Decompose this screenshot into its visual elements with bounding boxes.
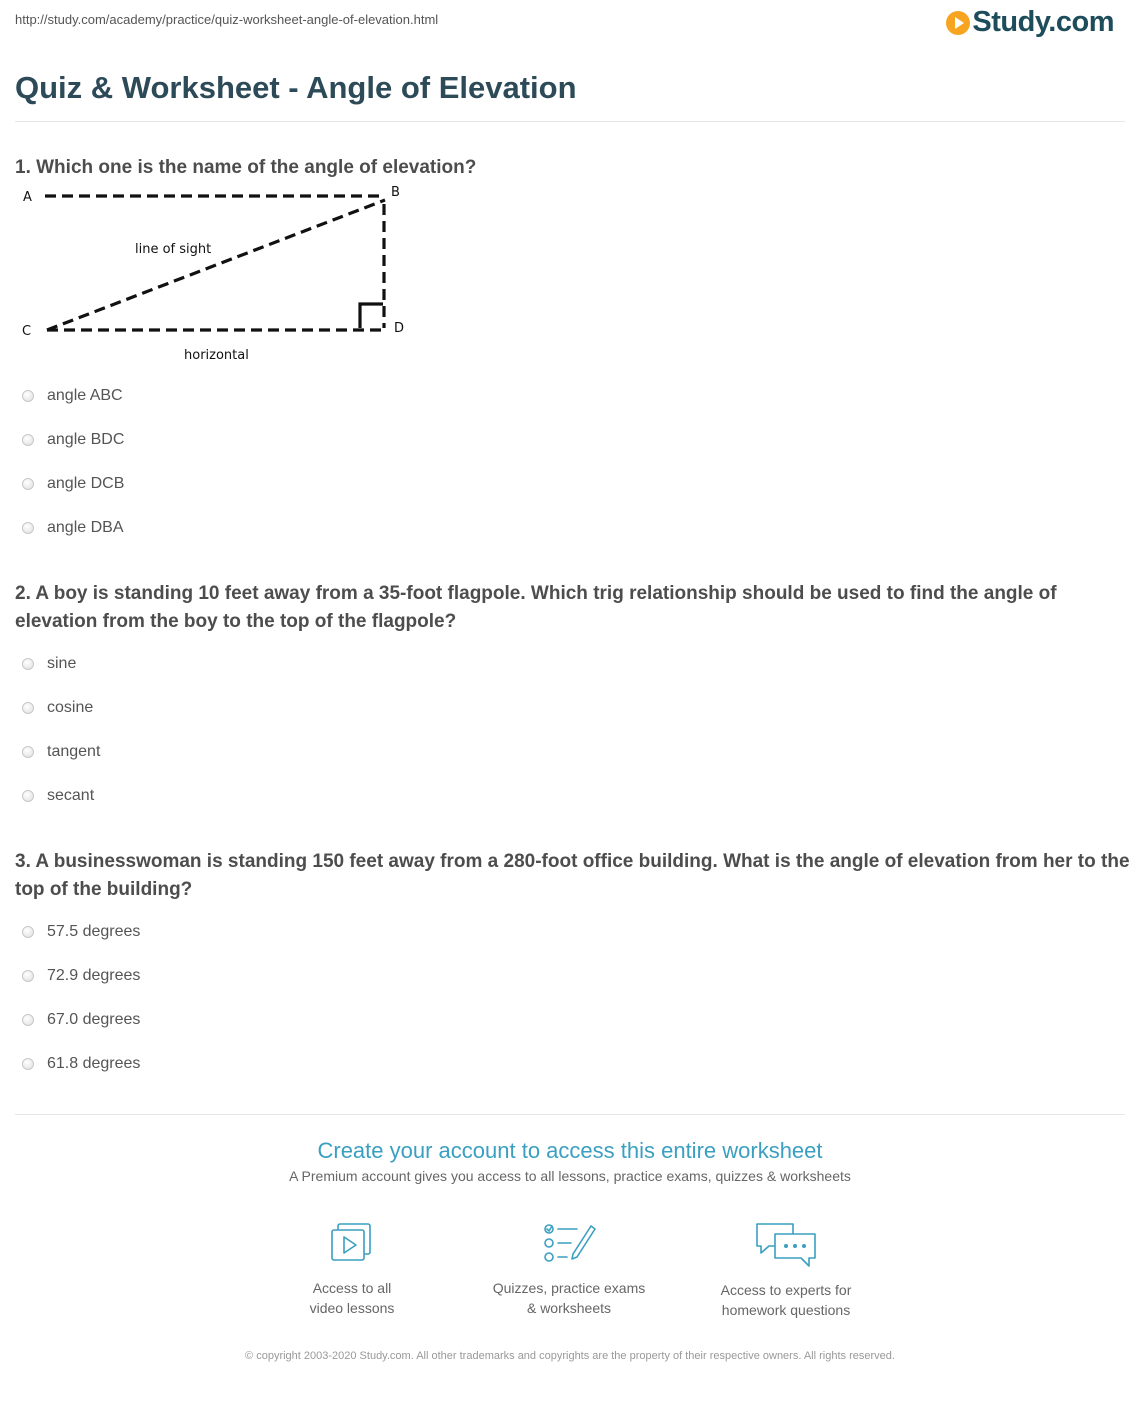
- play-logo-icon: [946, 11, 970, 35]
- option-label: tangent: [47, 743, 101, 760]
- option-q1-a[interactable]: [22, 374, 622, 418]
- page-title: Quiz & Worksheet - Angle of Elevation: [15, 70, 577, 105]
- question-3-options: [22, 910, 622, 1086]
- option-q1-b[interactable]: [22, 418, 622, 462]
- logo-text: Study.com: [972, 6, 1114, 38]
- option-label: secant: [47, 787, 95, 804]
- option-q3-b[interactable]: [22, 954, 622, 998]
- option-q2-c[interactable]: [22, 730, 622, 774]
- radio-button[interactable]: [22, 790, 34, 802]
- option-q1-c[interactable]: [22, 462, 622, 506]
- radio-button[interactable]: [22, 702, 34, 714]
- angle-of-elevation-diagram: [15, 180, 415, 370]
- feature-text-line: homework questions: [721, 1302, 851, 1318]
- line-of-sight-cb: [47, 200, 385, 330]
- feature-text-line: & worksheets: [526, 1300, 612, 1316]
- point-a-label: A: [23, 190, 32, 205]
- quiz-checklist-icon: [539, 1220, 599, 1270]
- radio-button[interactable]: [22, 1058, 34, 1070]
- feature-quizzes: [469, 1220, 669, 1318]
- question-3: 3. A businesswoman is standing 150 feet away from a 280-foot office building. What is the angle of elevation from her to the top of the building?: [15, 851, 1130, 900]
- option-label: cosine: [47, 699, 94, 716]
- option-q2-a[interactable]: [22, 642, 622, 686]
- top-bar: [0, 0, 1140, 44]
- option-label: 61.8 degrees: [47, 1055, 141, 1072]
- radio-button[interactable]: [22, 478, 34, 490]
- option-label: 72.9 degrees: [47, 967, 141, 984]
- option-q3-a[interactable]: [22, 910, 622, 954]
- option-q3-d[interactable]: [22, 1042, 622, 1086]
- option-q3-c[interactable]: [22, 998, 622, 1042]
- radio-button[interactable]: [22, 434, 34, 446]
- option-label: sine: [47, 655, 77, 672]
- point-b-label: B: [391, 185, 400, 200]
- right-angle-marker: [360, 304, 383, 328]
- point-c-label: C: [22, 324, 32, 339]
- radio-button[interactable]: [22, 522, 34, 534]
- feature-video-lessons: [252, 1220, 452, 1318]
- option-label: angle BDC: [47, 431, 125, 448]
- radio-button[interactable]: [22, 1014, 34, 1026]
- study-logo[interactable]: [946, 6, 1114, 39]
- option-label: 67.0 degrees: [47, 1011, 141, 1028]
- feature-text-line: Quizzes, practice exams: [492, 1280, 646, 1296]
- title-divider: [15, 121, 1125, 122]
- page-url[interactable]: http://study.com/academy/practice/quiz-worksheet-angle-of-elevation.html: [15, 12, 439, 27]
- option-q1-d[interactable]: [22, 506, 622, 550]
- question-1: 1. Which one is the name of the angle of elevation?: [15, 157, 477, 178]
- option-label: angle ABC: [47, 387, 123, 404]
- question-2-options: [22, 642, 622, 818]
- option-label: angle DCB: [47, 475, 125, 492]
- horizontal-label: horizontal: [184, 348, 249, 363]
- cta-divider: [15, 1114, 1125, 1115]
- radio-button[interactable]: [22, 746, 34, 758]
- option-label: 57.5 degrees: [47, 923, 141, 940]
- option-label: angle DBA: [47, 519, 124, 536]
- point-d-label: D: [394, 321, 405, 336]
- question-1-options: [22, 374, 622, 550]
- line-of-sight-label: line of sight: [135, 242, 212, 257]
- feature-experts: [686, 1220, 886, 1320]
- radio-button[interactable]: [22, 970, 34, 982]
- question-2: 2. A boy is standing 10 feet away from a 35-foot flagpole. Which trig relationship should be used to find the angle of elevation from the boy to the top of the flagpole?: [15, 583, 1057, 632]
- radio-button[interactable]: [22, 658, 34, 670]
- chat-bubbles-icon: [753, 1220, 819, 1272]
- option-q2-d[interactable]: [22, 774, 622, 818]
- create-account-link[interactable]: Create your account to access this entire worksheet: [317, 1138, 823, 1163]
- radio-button[interactable]: [22, 390, 34, 402]
- video-lessons-icon: [322, 1220, 382, 1270]
- feature-text-line: Access to experts for: [720, 1282, 852, 1298]
- option-q2-b[interactable]: [22, 686, 622, 730]
- feature-text-line: Access to all: [312, 1280, 392, 1296]
- radio-button[interactable]: [22, 926, 34, 938]
- copyright-footer: © copyright 2003-2020 Study.com. All other trademarks and copyrights are the property of their respective owners. All rights reserved.: [245, 1350, 895, 1362]
- feature-text-line: video lessons: [309, 1300, 395, 1316]
- cta-subtitle: A Premium account gives you access to all lessons, practice exams, quizzes & worksheets: [289, 1168, 851, 1184]
